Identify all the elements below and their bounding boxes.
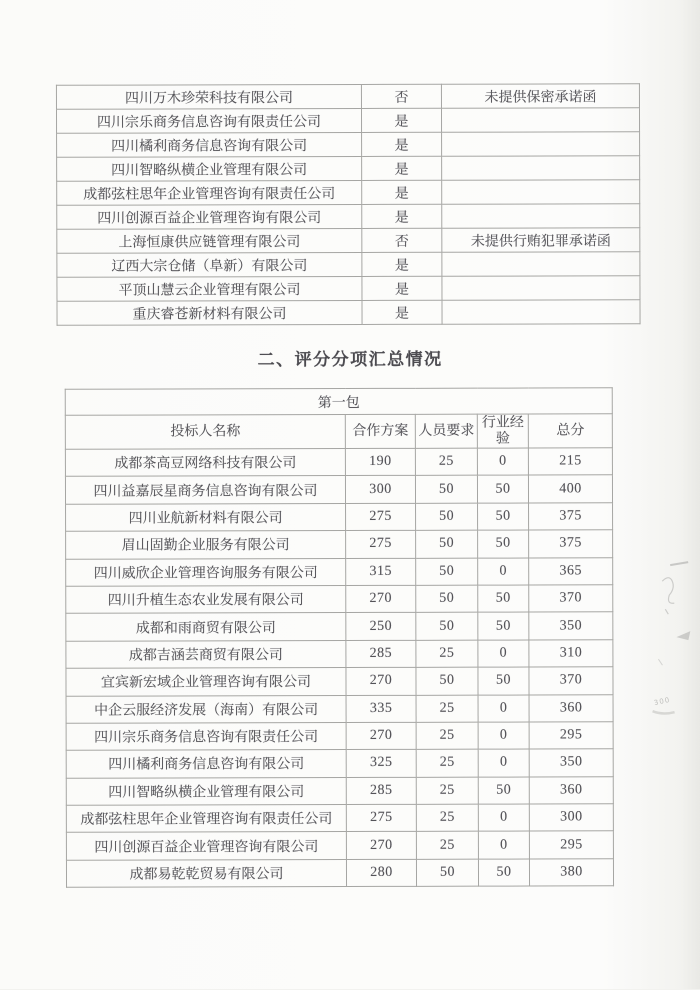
total-score-cell: 295 — [529, 722, 613, 750]
qualification-table-row — [57, 300, 640, 326]
personnel-score-cell: 50 — [416, 585, 478, 613]
plan-score-cell: 335 — [346, 695, 416, 723]
package-label: 第一包 — [65, 388, 612, 415]
col-header-bidder-name: 投标人名称 — [65, 415, 345, 450]
col-header-cooperation-plan: 合作方案 — [345, 414, 415, 448]
total-score-cell: 350 — [529, 612, 613, 640]
col-header-total: 总分 — [528, 414, 612, 448]
experience-score-cell: 0 — [478, 804, 529, 832]
experience-score-cell: 0 — [478, 722, 529, 750]
qualification-table-row — [57, 228, 640, 254]
bidder-name-cell: 四川橘利商务信息咨询有限公司 — [66, 750, 346, 778]
handwritten-margin-marks — [646, 559, 700, 759]
pass-flag-cell: 是 — [362, 156, 442, 180]
plan-score-cell: 285 — [346, 640, 416, 668]
bidder-name-cell: 四川威欣企业管理咨询服务有限公司 — [66, 558, 346, 586]
qualification-table-row — [56, 84, 639, 110]
plan-score-cell: 325 — [346, 750, 416, 778]
qualification-table-row — [57, 252, 640, 278]
plan-score-cell: 270 — [346, 667, 416, 695]
remark-cell — [442, 276, 640, 301]
pass-flag-cell: 是 — [362, 204, 442, 228]
personnel-score-cell: 25 — [416, 777, 478, 805]
score-table-row — [66, 749, 613, 778]
personnel-score-cell: 50 — [416, 859, 478, 887]
total-score-cell: 295 — [529, 831, 613, 859]
total-score-cell: 215 — [528, 448, 612, 476]
qualification-table-row — [57, 156, 640, 182]
score-table-body — [65, 448, 613, 888]
col-header-personnel: 人员要求 — [415, 414, 477, 448]
experience-score-cell: 0 — [478, 558, 529, 586]
total-score-cell: 350 — [529, 749, 613, 777]
col-header-experience: 行业经验 — [477, 414, 528, 448]
experience-score-cell: 50 — [478, 777, 529, 805]
total-score-cell: 370 — [529, 585, 613, 613]
experience-score-cell: 0 — [478, 749, 529, 777]
experience-score-cell: 0 — [478, 695, 529, 723]
score-table-row — [66, 694, 613, 723]
personnel-score-cell: 50 — [416, 613, 478, 641]
bidder-name-cell: 四川万木珍荣科技有限公司 — [56, 84, 361, 109]
personnel-score-cell: 50 — [415, 476, 477, 504]
remark-cell — [442, 204, 640, 229]
total-score-cell: 360 — [529, 694, 613, 722]
total-score-cell: 310 — [529, 640, 613, 668]
remark-cell — [442, 300, 640, 325]
experience-score-cell: 0 — [477, 448, 528, 476]
bidder-name-cell: 四川业航新材料有限公司 — [66, 503, 346, 531]
qualification-table — [56, 83, 641, 326]
personnel-score-cell: 50 — [416, 558, 478, 586]
bidder-name-cell: 四川宗乐商务信息咨询有限责任公司 — [66, 722, 346, 750]
bidder-name-cell: 四川橘利商务信息咨询有限公司 — [57, 132, 362, 157]
bidder-name-cell: 四川宗乐商务信息咨询有限责任公司 — [56, 108, 361, 133]
personnel-score-cell: 25 — [416, 749, 478, 777]
personnel-score-cell: 25 — [416, 640, 478, 668]
personnel-score-cell: 50 — [416, 530, 478, 558]
faint-margin-note: 300 — [653, 695, 671, 708]
score-columns-row — [65, 414, 612, 449]
total-score-cell: 360 — [529, 776, 613, 804]
experience-score-cell: 50 — [478, 859, 529, 887]
qualification-table-row — [57, 132, 640, 158]
score-summary-table — [65, 387, 614, 888]
plan-score-cell: 270 — [346, 832, 416, 860]
score-table-row — [66, 831, 613, 860]
qualification-table-body — [56, 84, 640, 326]
bidder-name-cell: 平顶山慧云企业管理有限公司 — [57, 276, 362, 301]
bidder-name-cell: 成都弦柱思年企业管理咨询有限责任公司 — [66, 805, 346, 833]
plan-score-cell: 275 — [346, 503, 416, 531]
total-score-cell: 300 — [529, 804, 613, 832]
personnel-score-cell: 50 — [416, 667, 478, 695]
remark-cell — [441, 108, 639, 133]
plan-score-cell: 270 — [346, 722, 416, 750]
plan-score-cell: 285 — [346, 777, 416, 805]
experience-score-cell: 0 — [478, 832, 529, 860]
bidder-name-cell: 上海恒康供应链管理有限公司 — [57, 228, 362, 253]
experience-score-cell: 50 — [478, 585, 529, 613]
plan-score-cell: 300 — [345, 476, 415, 504]
bidder-name-cell: 四川智略纵横企业管理有限公司 — [57, 156, 362, 181]
total-score-cell: 365 — [529, 557, 613, 585]
personnel-score-cell: 25 — [416, 832, 478, 860]
pass-flag-cell: 是 — [362, 276, 442, 300]
pass-flag-cell: 是 — [362, 300, 442, 324]
plan-score-cell: 275 — [346, 531, 416, 559]
experience-score-cell: 50 — [477, 475, 528, 503]
score-table-row — [66, 804, 613, 833]
qualification-table-row — [57, 204, 640, 230]
score-table-row — [66, 612, 613, 641]
score-table-row — [66, 722, 613, 751]
total-score-cell: 370 — [529, 667, 613, 695]
qualification-table-row — [57, 180, 640, 206]
score-table-row — [66, 859, 613, 888]
remark-cell: 未提供行贿犯罪承诺函 — [442, 228, 640, 253]
bidder-name-cell: 四川益嘉辰星商务信息咨询有限公司 — [65, 476, 345, 504]
personnel-score-cell: 25 — [415, 448, 477, 476]
bidder-name-cell: 成都吉涵芸商贸有限公司 — [66, 640, 346, 668]
bidder-name-cell: 成都易乾乾贸易有限公司 — [66, 859, 346, 887]
score-table-row — [65, 448, 612, 477]
bidder-name-cell: 四川创源百益企业管理咨询有限公司 — [66, 832, 346, 860]
score-table-row — [66, 667, 613, 696]
personnel-score-cell: 25 — [416, 722, 478, 750]
bidder-name-cell: 眉山固勤企业服务有限公司 — [66, 531, 346, 559]
experience-score-cell: 50 — [478, 667, 529, 695]
plan-score-cell: 190 — [345, 448, 415, 476]
score-table-row — [66, 530, 613, 559]
bidder-name-cell: 成都和雨商贸有限公司 — [66, 613, 346, 641]
remark-cell: 未提供保密承诺函 — [441, 84, 639, 109]
bidder-name-cell: 成都弦柱思年企业管理咨询有限责任公司 — [57, 180, 362, 205]
plan-score-cell: 270 — [346, 585, 416, 613]
pass-flag-cell: 是 — [362, 132, 442, 156]
remark-cell — [442, 180, 640, 205]
experience-score-cell: 0 — [478, 640, 529, 668]
personnel-score-cell: 25 — [416, 695, 478, 723]
bidder-name-cell: 宜宾新宏域企业管理咨询有限公司 — [66, 668, 346, 696]
pass-flag-cell: 否 — [361, 84, 441, 108]
remark-cell — [442, 156, 640, 181]
score-table-row — [66, 585, 613, 614]
qualification-table-row — [56, 108, 639, 134]
total-score-cell: 375 — [529, 503, 613, 531]
qualification-table-row — [57, 276, 640, 302]
bidder-name-cell: 中企云服经济发展（海南）有限公司 — [66, 695, 346, 723]
score-table-row — [66, 557, 613, 586]
pass-flag-cell: 否 — [362, 228, 442, 252]
score-table-row — [66, 776, 613, 805]
score-table-row — [66, 503, 613, 532]
package-header-row — [65, 388, 612, 415]
personnel-score-cell: 25 — [416, 804, 478, 832]
score-table-row — [66, 640, 613, 669]
total-score-cell: 400 — [528, 475, 612, 503]
experience-score-cell: 50 — [478, 503, 529, 531]
total-score-cell: 375 — [529, 530, 613, 558]
personnel-score-cell: 50 — [416, 503, 478, 531]
plan-score-cell: 280 — [346, 859, 416, 887]
total-score-cell: 380 — [529, 859, 613, 887]
remark-cell — [442, 252, 640, 277]
bidder-name-cell: 成都茶高豆网络科技有限公司 — [65, 449, 345, 477]
remark-cell — [442, 132, 640, 157]
plan-score-cell: 275 — [346, 804, 416, 832]
pass-flag-cell: 是 — [362, 252, 442, 276]
experience-score-cell: 50 — [478, 530, 529, 558]
bidder-name-cell: 重庆睿苍新材料有限公司 — [57, 300, 362, 325]
plan-score-cell: 250 — [346, 613, 416, 641]
bidder-name-cell: 四川升植生态农业发展有限公司 — [66, 585, 346, 613]
score-table-row — [65, 475, 612, 504]
section-title: 二、评分分项汇总情况 — [257, 349, 443, 370]
bidder-name-cell: 四川智略纵横企业管理有限公司 — [66, 777, 346, 805]
experience-score-cell: 50 — [478, 612, 529, 640]
pass-flag-cell: 是 — [361, 108, 441, 132]
bidder-name-cell: 四川创源百益企业管理咨询有限公司 — [57, 204, 362, 229]
pass-flag-cell: 是 — [362, 180, 442, 204]
plan-score-cell: 315 — [346, 558, 416, 586]
bidder-name-cell: 辽西大宗仓储（阜新）有限公司 — [57, 252, 362, 277]
